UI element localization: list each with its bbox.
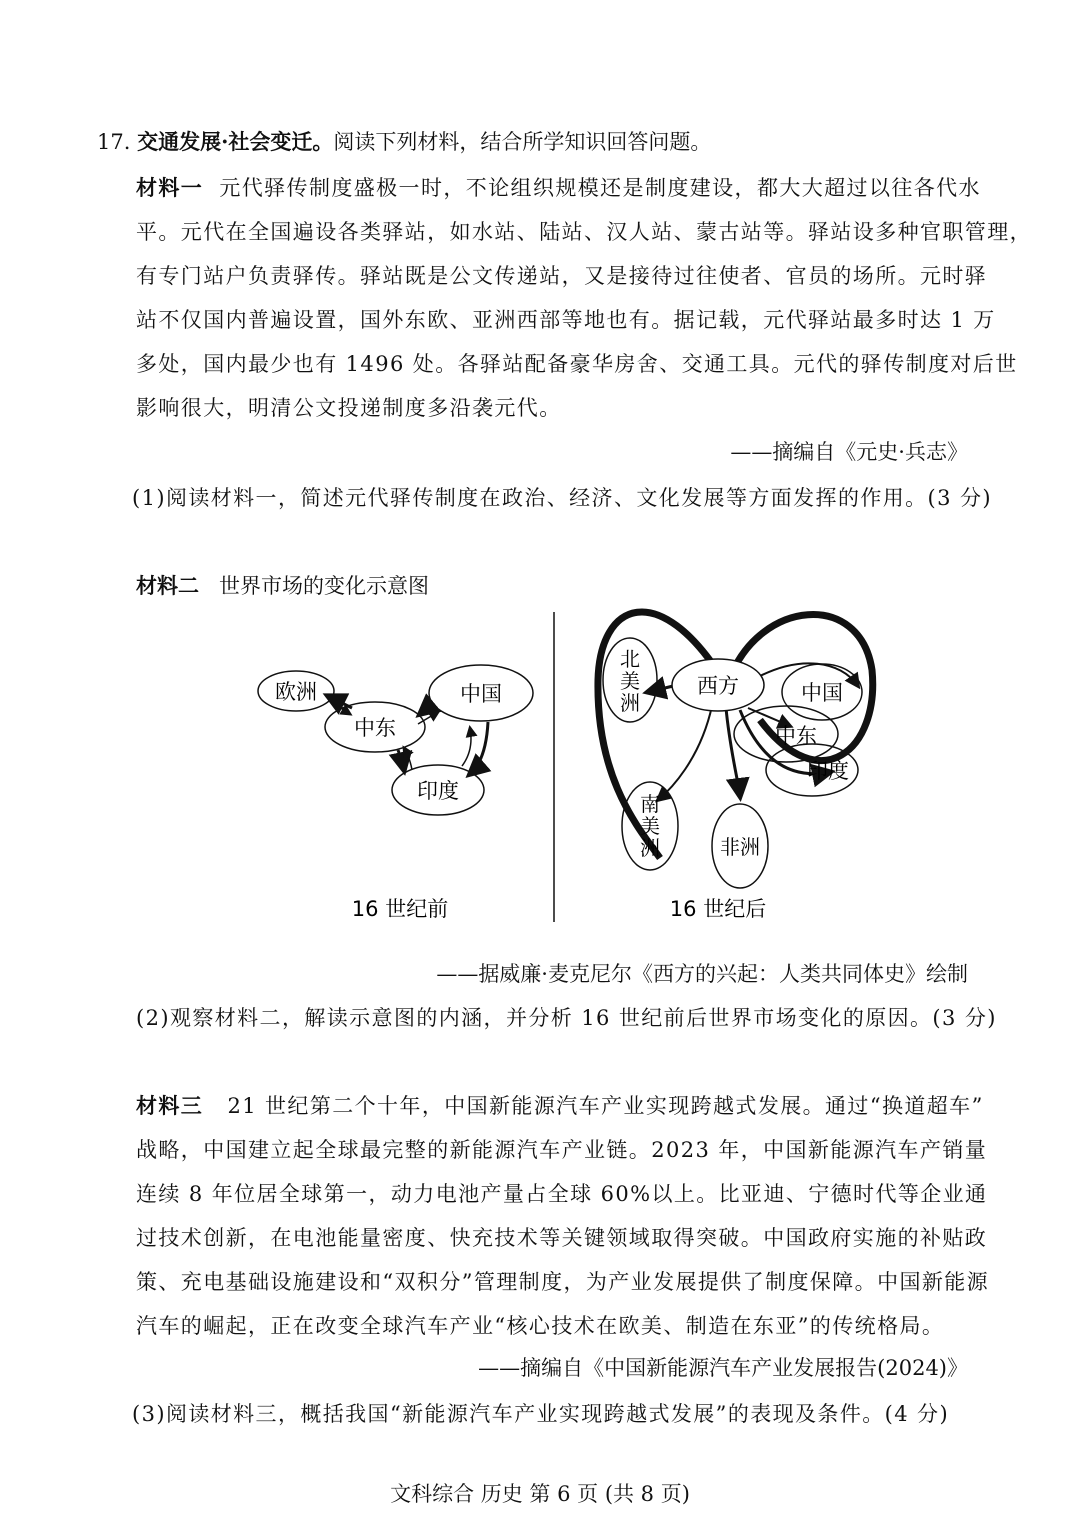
label-south-america-2: 美: [640, 814, 660, 838]
label-south-america-3: 洲: [640, 836, 660, 860]
question-instruction: 阅读下列材料，结合所学知识回答问题。: [333, 130, 712, 154]
label-africa: 非洲: [720, 835, 760, 859]
material-1-label: 材料一: [136, 175, 204, 200]
material-2-title: 世界市场的变化示意图: [219, 574, 430, 598]
arrow-china-to-india: [470, 722, 488, 774]
material-1-line-4: 站不仅国内普遍设置，国外东欧、亚洲西部等地也有。据记载，元代驿站最多时达 1 万: [136, 308, 996, 332]
before-diagram: [258, 665, 533, 815]
question-number: 17.: [97, 130, 131, 154]
material-3-source: ——摘编自《中国新能源汽车产业发展报告(2024)》: [478, 1356, 968, 1380]
label-north-america-2: 美: [620, 669, 640, 693]
material-2-source: ——据威廉·麦克尼尔《西方的兴起：人类共同体史》绘制: [436, 962, 968, 986]
material-3-line-3: 连续 8 年位居全球第一，动力电池产量占全球 60%以上。比亚迪、宁德时代等企业通: [136, 1182, 988, 1206]
arrow-india-to-me: [404, 748, 412, 770]
arrow-china-to-me: [420, 704, 432, 714]
arrow-me-to-europe: [328, 696, 352, 708]
arrow-india-to-china: [462, 728, 471, 766]
material-2-label: 材料二: [136, 573, 199, 598]
label-europe-before: 欧洲: [275, 680, 317, 704]
label-south-america-1: 南: [640, 792, 660, 816]
material-1-source: ——摘编自《元史·兵志》: [730, 440, 968, 464]
label-west: 西方: [697, 674, 739, 698]
material-1-line-5: 多处，国内最少也有 1496 处。各驿站配备豪华房舍、交通工具。元代的驿传制度对后世: [136, 352, 1018, 376]
after-diagram: [598, 612, 873, 888]
label-china-before: 中国: [460, 682, 502, 706]
label-middle-east-before: 中东: [354, 716, 396, 740]
label-north-america-1: 北: [620, 647, 640, 671]
question-header: [97, 126, 711, 156]
label-middle-east-after: 中东: [775, 724, 817, 748]
material-3-label: 材料三: [136, 1093, 204, 1118]
arrow-west-to-africa: [726, 708, 740, 796]
label-north-america-3: 洲: [620, 691, 640, 715]
question-1: (1)阅读材料一，简述元代驿传制度在政治、经济、文化发展等方面发挥的作用。(3 分): [132, 486, 992, 510]
question-3: (3)阅读材料三，概括我国“新能源汽车产业实现跨越式发展”的表现及条件。(4 分): [132, 1402, 950, 1426]
arrow-me-to-india: [398, 750, 404, 770]
material-1-line-3: 有专门站户负责驿传。驿站既是公文传递站，又是接待过往使者、官员的场所。元时驿: [136, 264, 988, 288]
material-1-line-1: 材料一 元代驿传制度盛极一时，不论组织规模还是制度建设，都大大超过以往各代水: [136, 175, 981, 200]
material-1-line-2: 平。元代在全国遍设各类驿站，如水站、陆站、汉人站、蒙古站等。驿站设多种官职管理，: [136, 220, 1032, 244]
label-india-after: 印度: [807, 759, 849, 783]
question-2: (2)观察材料二，解读示意图的内涵，并分析 16 世纪前后世界市场变化的原因。(3 分): [136, 1006, 997, 1030]
material-3-line-5: 策、充电基础设施建设和“双积分”管理制度，为产业发展提供了制度保障。中国新能源: [136, 1270, 990, 1294]
material-1-line-6: 影响很大，明清公文投递制度多沿袭元代。: [136, 396, 562, 420]
material-3-line-4: 过技术创新，在电池能量密度、快充技术等关键领域取得突破。中国政府实施的补贴政: [136, 1226, 988, 1250]
question-title: 交通发展·社会变迁。: [137, 129, 334, 154]
material-2-heading: [136, 570, 429, 600]
label-china-after: 中国: [801, 681, 843, 705]
material-3-line-2: 战略，中国建立起全球最完整的新能源汽车产业链。2023 年，中国新能源汽车产销量: [136, 1138, 988, 1162]
material-3-line-1: 材料三 21 世纪第二个十年，中国新能源汽车产业实现跨越式发展。通过“换道超车”: [136, 1093, 984, 1118]
world-market-diagram: [0, 600, 1080, 940]
label-india-before: 印度: [417, 779, 459, 803]
material-3-line-6: 汽车的崛起，正在改变全球汽车产业“核心技术在欧美、制造在东亚”的传统格局。: [136, 1314, 945, 1338]
caption-before: 16 世纪前: [351, 897, 449, 921]
arrow-west-to-south-america: [658, 706, 712, 800]
page-footer: 文科综合 历史 第 6 页 (共 8 页): [390, 1482, 690, 1506]
caption-after: 16 世纪后: [669, 897, 767, 921]
